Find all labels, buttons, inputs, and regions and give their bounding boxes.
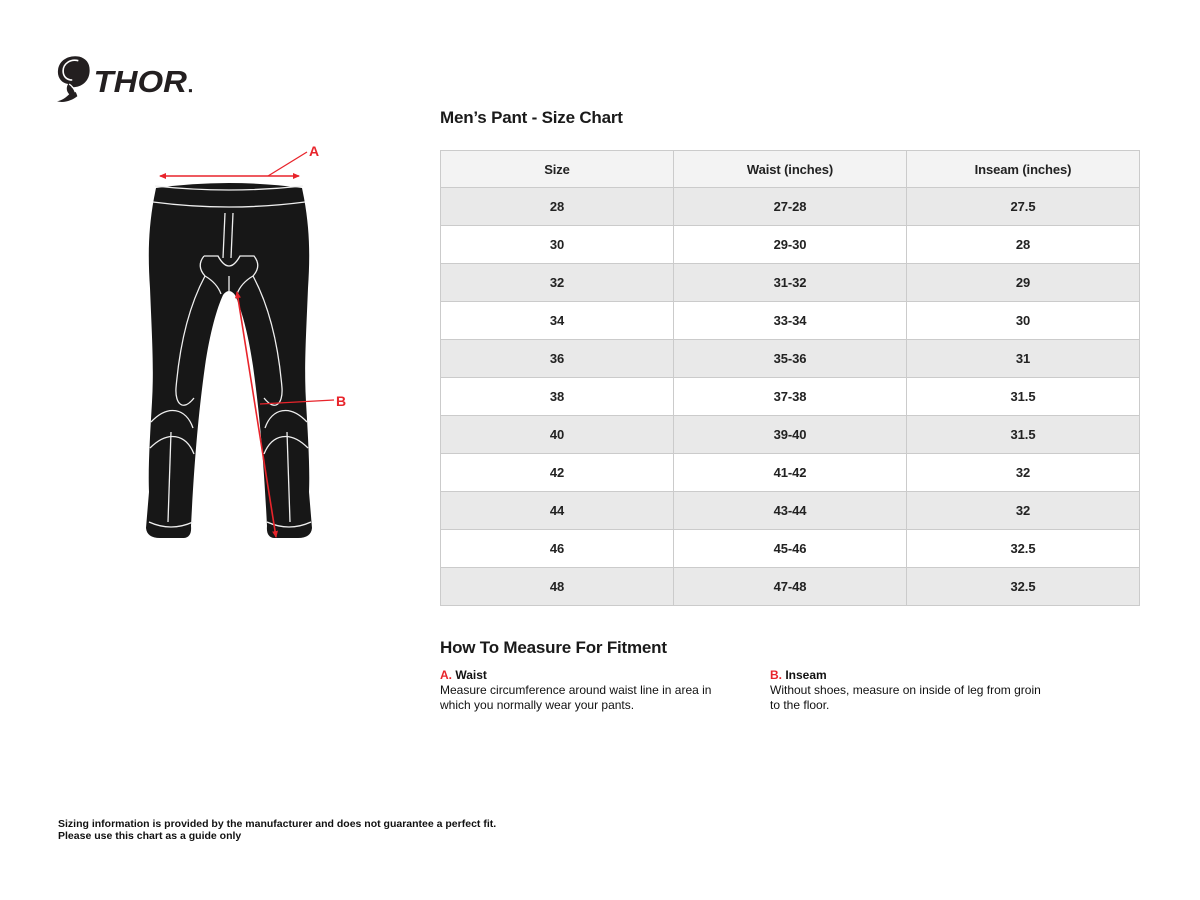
- disclaimer-line-1: Sizing information is provided by the manufacturer and does not guarantee a perfect fit.: [58, 818, 497, 830]
- table-cell: 36: [441, 340, 674, 378]
- table-cell: 43-44: [674, 492, 907, 530]
- waist-label-a: A: [309, 143, 320, 159]
- table-cell: 27-28: [674, 188, 907, 226]
- table-row: [441, 568, 1140, 606]
- measure-waist-label: [440, 668, 770, 682]
- table-cell: 33-34: [674, 302, 907, 340]
- thor-logo: [55, 55, 195, 105]
- measure-columns: [440, 668, 1140, 712]
- pants-measurement-diagram: [138, 136, 350, 558]
- table-cell: 40: [441, 416, 674, 454]
- sizing-disclaimer: [58, 819, 496, 842]
- how-to-measure-heading: How To Measure For Fitment: [440, 638, 667, 657]
- table-cell: 32: [441, 264, 674, 302]
- logo-trademark-dot: [189, 89, 192, 92]
- column-header-waist: Waist (inches): [674, 151, 907, 188]
- measure-inseam-name: Inseam: [785, 668, 827, 682]
- pants-silhouette: [146, 183, 312, 538]
- table-cell: 32: [907, 492, 1140, 530]
- table-row: [441, 454, 1140, 492]
- measure-inseam-letter: B.: [770, 668, 782, 682]
- inseam-label-b: B: [336, 393, 347, 409]
- size-table-body: [441, 188, 1140, 606]
- table-row: [441, 188, 1140, 226]
- table-row: [441, 530, 1140, 568]
- size-chart-section: [440, 108, 1140, 712]
- table-cell: 39-40: [674, 416, 907, 454]
- table-row: [441, 378, 1140, 416]
- measure-waist-description: Measure circumference around waist line in area in which you normally wear your pants.: [440, 683, 712, 712]
- table-cell: 29: [907, 264, 1140, 302]
- thor-logo-graphic: [55, 55, 195, 105]
- table-cell: 31.5: [907, 416, 1140, 454]
- table-cell: 30: [441, 226, 674, 264]
- header-row: [441, 151, 1140, 188]
- measure-item-waist: [440, 668, 770, 712]
- table-cell: 30: [907, 302, 1140, 340]
- table-cell: 47-48: [674, 568, 907, 606]
- table-cell: 38: [441, 378, 674, 416]
- ram-head-icon: [57, 56, 90, 102]
- measure-waist-letter: A.: [440, 668, 452, 682]
- size-chart-table: [440, 150, 1140, 606]
- table-cell: 28: [907, 226, 1140, 264]
- table-cell: 29-30: [674, 226, 907, 264]
- table-row: [441, 492, 1140, 530]
- table-cell: 44: [441, 492, 674, 530]
- table-cell: 32.5: [907, 530, 1140, 568]
- table-cell: 27.5: [907, 188, 1140, 226]
- table-cell: 41-42: [674, 454, 907, 492]
- thor-wordmark: THOR: [93, 65, 187, 100]
- table-row: [441, 264, 1140, 302]
- table-cell: 31-32: [674, 264, 907, 302]
- table-row: [441, 226, 1140, 264]
- table-cell: 46: [441, 530, 674, 568]
- measure-item-inseam: [770, 668, 1140, 712]
- table-cell: 31.5: [907, 378, 1140, 416]
- table-cell: 32.5: [907, 568, 1140, 606]
- table-cell: 32: [907, 454, 1140, 492]
- table-cell: 34: [441, 302, 674, 340]
- table-cell: 48: [441, 568, 674, 606]
- waist-label-connector: [268, 152, 307, 176]
- table-row: [441, 302, 1140, 340]
- table-cell: 37-38: [674, 378, 907, 416]
- table-cell: 31: [907, 340, 1140, 378]
- how-to-measure-section: [440, 638, 1140, 712]
- measure-inseam-description: Without shoes, measure on inside of leg from groin to the floor.: [770, 683, 1041, 712]
- size-table-head: [441, 151, 1140, 188]
- column-header-size: Size: [441, 151, 674, 188]
- measure-inseam-label: [770, 668, 1140, 682]
- table-cell: 28: [441, 188, 674, 226]
- table-cell: 35-36: [674, 340, 907, 378]
- column-header-inseam: Inseam (inches): [907, 151, 1140, 188]
- table-row: [441, 416, 1140, 454]
- pants-figure: [138, 136, 350, 558]
- measure-waist-name: Waist: [455, 668, 487, 682]
- disclaimer-line-2: Please use this chart as a guide only: [58, 829, 242, 842]
- table-cell: 45-46: [674, 530, 907, 568]
- size-chart-title: Men’s Pant - Size Chart: [440, 108, 623, 127]
- table-cell: 42: [441, 454, 674, 492]
- table-row: [441, 340, 1140, 378]
